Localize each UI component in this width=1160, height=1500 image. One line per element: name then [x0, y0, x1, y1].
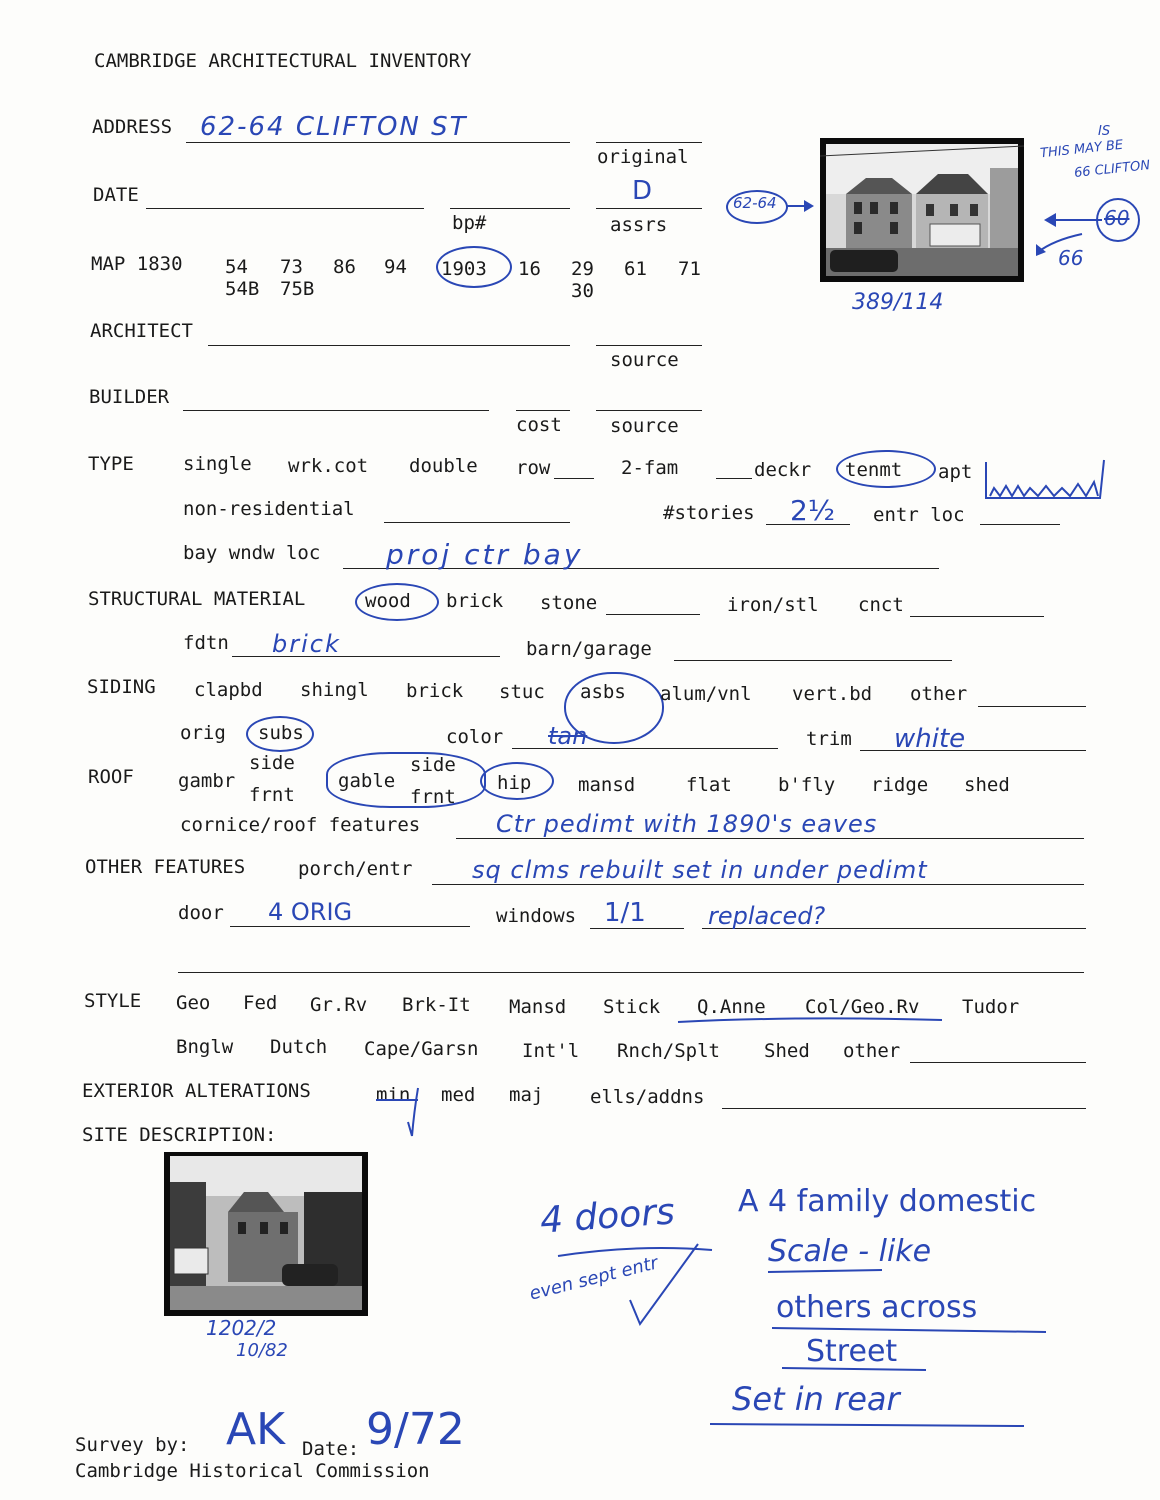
structural-label: STRUCTURAL MATERIAL: [88, 588, 306, 610]
builder-source-line: [596, 410, 702, 411]
structural-option: stone: [540, 592, 598, 614]
roof-label: ROOF: [88, 766, 134, 788]
house-photo-image: [820, 138, 1024, 282]
address-label: ADDRESS: [92, 116, 173, 138]
roof-option-selected: gable: [338, 770, 396, 792]
corrected-number: 66: [1058, 246, 1084, 270]
other-siding-line: [978, 706, 1086, 707]
roof-option: side: [249, 752, 295, 774]
trim-value: white: [894, 724, 966, 754]
roof-option: mansd: [578, 774, 636, 796]
map-year: 61: [624, 258, 647, 280]
alterations-option: maj: [509, 1084, 544, 1106]
map-year: 29: [571, 258, 594, 280]
roof-option-selected: hip: [497, 772, 532, 794]
roof-option: b'fly: [778, 774, 836, 796]
alterations-line: [722, 1108, 1086, 1109]
style-option: Rnch/Splt: [617, 1040, 720, 1062]
style-option: Dutch: [270, 1036, 328, 1058]
type-option: deckr: [754, 459, 812, 481]
type-option: wrk.cot: [288, 455, 369, 477]
struck-number: 60: [1104, 206, 1130, 230]
house-photo: [820, 138, 1024, 282]
windows-note: replaced?: [708, 902, 826, 930]
type-option-selected: tenmt: [845, 459, 903, 481]
original-line: [596, 142, 702, 143]
architect-label: ARCHITECT: [90, 320, 193, 342]
survey-date-label: Date:: [302, 1438, 360, 1460]
assrs-label: assrs: [610, 214, 668, 236]
note-line-1: A 4 family domestic: [738, 1184, 1037, 1219]
siding-option: brick: [406, 680, 464, 702]
fdtn-value: brick: [272, 630, 341, 658]
builder-label: BUILDER: [89, 386, 170, 408]
row-line: [554, 478, 594, 479]
style-option: Col/Geo.Rv: [805, 996, 920, 1018]
type-option: apt: [938, 461, 973, 483]
fdtn-label: fdtn: [183, 632, 229, 654]
cornice-value: Ctr pedimt with 1890's eaves: [496, 810, 878, 838]
architect-source-line: [596, 345, 702, 346]
extra-line: [178, 972, 1084, 973]
roof-option: gambr: [178, 770, 236, 792]
barn-label: barn/garage: [526, 638, 652, 660]
survey-by-value: AK: [226, 1404, 285, 1455]
roof-option: flat: [686, 774, 732, 796]
scribble-mark: [980, 458, 1110, 518]
nonres-label: non-residential: [183, 498, 355, 520]
door-line: [230, 926, 470, 927]
note-line-2: Scale - like: [768, 1234, 932, 1269]
alterations-option: ells/addns: [590, 1086, 705, 1108]
trim-label: trim: [806, 728, 852, 750]
bp-label: bp#: [452, 212, 487, 234]
photo-number: 389/114: [852, 290, 944, 315]
map-year: 71: [678, 258, 701, 280]
checkmark-icon: [624, 1240, 704, 1330]
site-photo-image: [164, 1152, 368, 1316]
cost-label: cost: [516, 414, 562, 436]
address-value: 62-64 CLIFTON ST: [200, 112, 468, 142]
alterations-option: med: [441, 1084, 476, 1106]
circle-mark: [246, 716, 314, 752]
type-option: row: [516, 457, 551, 479]
door-value: 4 ORIG: [268, 898, 353, 926]
address-line: [186, 142, 570, 143]
note-line-4: Street: [806, 1334, 898, 1369]
other-features-label: OTHER FEATURES: [85, 856, 246, 878]
style-label: STYLE: [84, 990, 142, 1012]
architect-line: [208, 345, 570, 346]
entr-loc-label: entr loc: [873, 504, 965, 526]
cnct-line: [910, 616, 1044, 617]
orig-label: orig: [180, 722, 226, 744]
style-option: Geo: [176, 992, 211, 1014]
map-year: 30: [571, 280, 594, 302]
circle-mark: [326, 752, 486, 808]
entr-loc-line: [980, 524, 1060, 525]
roof-option: ridge: [871, 774, 929, 796]
underline-mark: [708, 1420, 1028, 1432]
circle-mark: [836, 450, 936, 488]
siding-option: clapbd: [194, 679, 263, 701]
underline-mark: [780, 1364, 930, 1376]
form-title: CAMBRIDGE ARCHITECTURAL INVENTORY: [94, 50, 472, 72]
survey-label: Survey by:: [75, 1434, 190, 1456]
color-value: tan: [548, 722, 588, 750]
stone-line: [606, 614, 700, 615]
windows-label: windows: [496, 905, 577, 927]
note-line-5: Set in rear: [732, 1380, 900, 1418]
siding-option: other: [910, 683, 968, 705]
arrow-left-icon: [1042, 208, 1102, 232]
bay-label: bay wndw loc: [183, 542, 321, 564]
style-option-selected: Q.Anne: [697, 996, 766, 1018]
windows-value: 1/1: [604, 898, 646, 928]
roof-option: side: [410, 754, 456, 776]
photo-tag: 62-64: [733, 194, 777, 212]
style-option: Int'l: [522, 1040, 580, 1062]
style-option: Cape/Garsn: [364, 1038, 479, 1060]
map-year: 16: [518, 258, 541, 280]
door-label: door: [178, 902, 224, 924]
cornice-label: cornice/roof features: [180, 814, 421, 836]
roof-option: shed: [964, 774, 1010, 796]
style-option: Bnglw: [176, 1036, 234, 1058]
site-photo-number: 1202/2: [206, 1316, 277, 1340]
circle-mark: [355, 583, 439, 621]
map-year: 75B: [280, 278, 315, 300]
note-doors: 4 doors: [538, 1191, 677, 1242]
cost-line: [516, 410, 570, 411]
builder-line: [183, 410, 489, 411]
alterations-label: EXTERIOR ALTERATIONS: [82, 1080, 311, 1102]
subs-option-selected: subs: [258, 722, 304, 744]
style-other-line: [910, 1062, 1086, 1063]
barn-line: [674, 660, 952, 661]
assrs-line: [596, 208, 702, 209]
map-year: 86: [333, 256, 356, 278]
structural-option: iron/stl: [727, 594, 819, 616]
cornice-line: [456, 838, 1084, 839]
style-option: Tudor: [962, 996, 1020, 1018]
porch-value: sq clms rebuilt set in under pedimt: [472, 856, 928, 884]
type-option: 2-fam: [621, 457, 679, 479]
note-top-1: IS: [1098, 124, 1111, 139]
style-option: Mansd: [509, 996, 567, 1018]
stories-label: #stories: [663, 502, 755, 524]
style-option: Shed: [764, 1040, 810, 1062]
type-option: single: [183, 453, 252, 475]
roof-option: frnt: [249, 784, 295, 806]
circle-mark: [436, 246, 512, 288]
note-line-3: others across: [776, 1290, 978, 1325]
arrow-right-icon: [786, 196, 816, 216]
structural-option: cnct: [858, 594, 904, 616]
site-photo-date: 10/82: [236, 1340, 288, 1361]
bp-line: [450, 208, 570, 209]
architect-source-label: source: [610, 349, 679, 371]
porch-label: porch/entr: [298, 858, 413, 880]
site-description-label: SITE DESCRIPTION:: [82, 1124, 277, 1146]
porch-line: [432, 884, 1084, 885]
original-value: D: [632, 176, 653, 206]
siding-label: SIDING: [87, 676, 156, 698]
survey-date-value: 9/72: [366, 1404, 465, 1455]
siding-option: shingl: [300, 679, 369, 701]
type-option: double: [409, 455, 478, 477]
date-label: DATE: [93, 184, 139, 206]
note-top-3: 66 CLIFTON: [1073, 158, 1151, 181]
map-year: 94: [384, 256, 407, 278]
circle-mark: [480, 762, 554, 800]
style-option: other: [843, 1040, 901, 1062]
original-label: original: [597, 146, 689, 168]
map-year-selected: 1903: [441, 258, 487, 280]
color-label: color: [446, 726, 504, 748]
map-year: 73: [280, 256, 303, 278]
structural-option: brick: [446, 590, 504, 612]
style-option: Brk-It: [402, 994, 471, 1016]
style-option: Fed: [243, 992, 278, 1014]
map-year: 54B: [225, 278, 260, 300]
stories-value: 2½: [790, 494, 835, 527]
siding-option: alum/vnl: [660, 683, 752, 705]
note-doors-2: even sept entr: [527, 1252, 661, 1305]
siding-option: vert.bd: [792, 683, 873, 705]
structural-option-selected: wood: [365, 590, 411, 612]
style-option: Stick: [603, 996, 661, 1018]
underline-mark: [766, 1266, 886, 1278]
siding-option-selected: asbs: [580, 681, 626, 703]
site-photo: [164, 1152, 368, 1316]
roof-option: frnt: [410, 786, 456, 808]
nonres-line: [384, 522, 570, 523]
bay-value: proj ctr bay: [386, 538, 584, 571]
map-label: MAP 1830: [91, 253, 183, 275]
siding-option: stuc: [499, 681, 545, 703]
map-year: 54: [225, 256, 248, 278]
footer-commission: Cambridge Historical Commission: [75, 1460, 430, 1482]
date-line: [146, 208, 424, 209]
deckr-line: [716, 478, 752, 479]
alterations-option-selected: min: [376, 1084, 411, 1106]
note-top-2: THIS MAY BE: [1039, 137, 1124, 162]
type-label: TYPE: [88, 453, 134, 475]
builder-source-label: source: [610, 415, 679, 437]
style-option: Gr.Rv: [310, 994, 368, 1016]
windows-line: [590, 928, 684, 929]
